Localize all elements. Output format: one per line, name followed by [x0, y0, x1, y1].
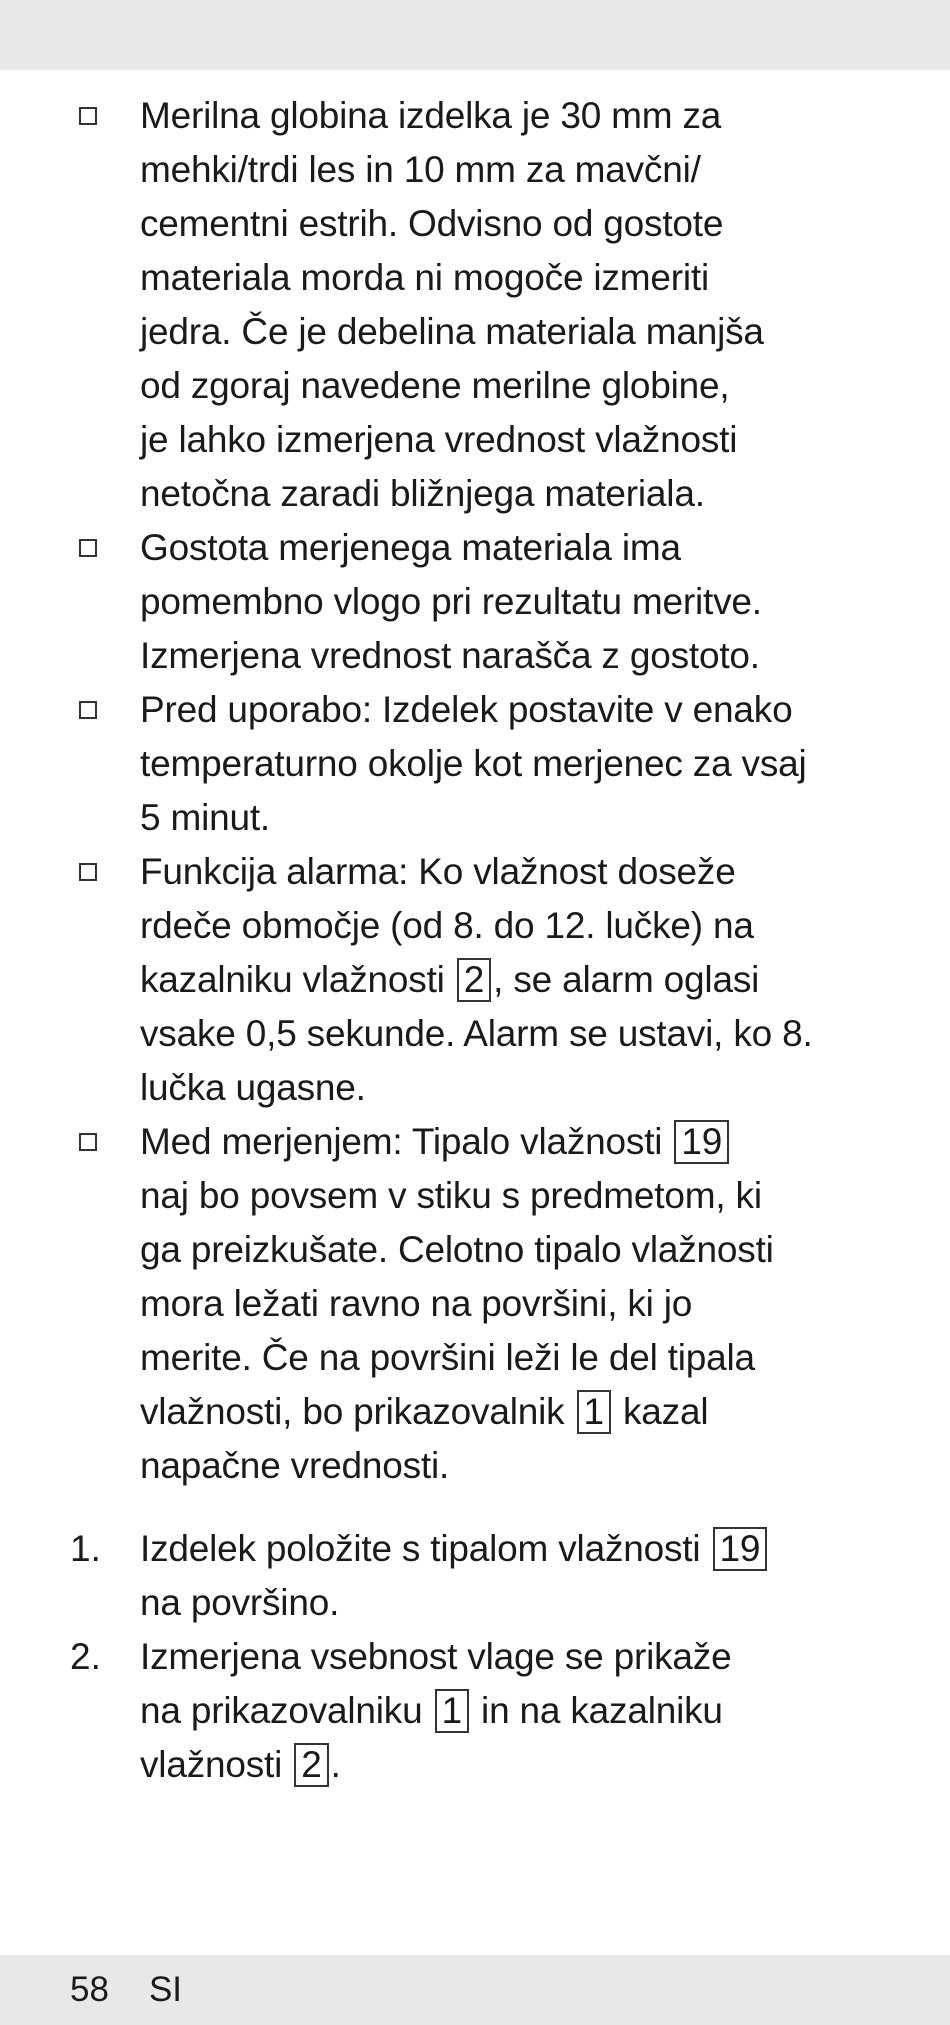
- bullet-1-line: mehki/trdi les in 10 mm za mavčni/: [140, 149, 701, 190]
- language-code: SI: [148, 1970, 183, 2009]
- bullet-4-line: rdeče območje (od 8. do 12. lučke) na: [140, 905, 754, 946]
- bullet-1-line: od zgoraj navedene merilne globine,: [140, 365, 730, 406]
- bullet-3-line: Pred uporabo: Izdelek postavite v enako: [140, 689, 793, 730]
- text-segment: na prikazovalniku: [140, 1690, 433, 1731]
- bullet-5-line: [140, 1115, 731, 1169]
- bullet-4-line: lučka ugasne.: [140, 1067, 366, 1108]
- bullet-checkbox-icon: [79, 539, 97, 557]
- bullet-1-line: cementni estrih. Odvisno od gostote: [140, 203, 724, 244]
- text-segment: kazalniku vlažnosti: [140, 959, 455, 1000]
- step-1-line: [140, 1522, 769, 1576]
- bullet-3-line: temperaturno okolje kot merjenec za vsaj: [140, 743, 807, 784]
- reference-number-box: 19: [713, 1527, 768, 1571]
- text-segment: in na kazalniku: [470, 1690, 723, 1731]
- step-2-line: [140, 1684, 723, 1738]
- text-segment: kazal: [612, 1391, 709, 1432]
- bullet-2-line: pomembno vlogo pri rezultatu meritve.: [140, 581, 762, 622]
- reference-number-box: 19: [674, 1120, 729, 1164]
- bullet-2-line: Izmerjena vrednost narašča z gostoto.: [140, 635, 760, 676]
- bullet-1-line: je lahko izmerjena vrednost vlažnosti: [140, 419, 738, 460]
- text-segment: , se alarm oglasi: [493, 959, 760, 1000]
- reference-number-box: 1: [435, 1689, 469, 1733]
- text-segment: vlažnosti: [140, 1744, 293, 1785]
- bullet-1-line: materiala morda ni mogoče izmeriti: [140, 257, 709, 298]
- bullet-5-line: napačne vrednosti.: [140, 1445, 450, 1486]
- bullet-5-line: mora ležati ravno na površini, ki jo: [140, 1283, 693, 1324]
- text-segment: Izdelek položite s tipalom vlažnosti: [140, 1528, 711, 1569]
- text-segment: .: [330, 1744, 341, 1785]
- reference-number-box: 1: [577, 1390, 611, 1434]
- step-1-line: na površino.: [140, 1582, 340, 1623]
- bullet-5-line: merite. Če na površini leži le del tipala: [140, 1337, 755, 1378]
- text-segment: vlažnosti, bo prikazovalnik: [140, 1391, 575, 1432]
- bullet-4-line: vsake 0,5 sekunde. Alarm se ustavi, ko 8.: [140, 1013, 813, 1054]
- bullet-5-line: [140, 1385, 708, 1439]
- bullet-5-line: naj bo povsem v stiku s predmetom, ki: [140, 1175, 762, 1216]
- bullet-checkbox-icon: [79, 107, 97, 125]
- step-2-line: Izmerjena vsebnost vlage se prikaže: [140, 1636, 732, 1677]
- step-2-line: [140, 1738, 341, 1792]
- bullet-checkbox-icon: [79, 863, 97, 881]
- bullet-5-line: ga preizkušate. Celotno tipalo vlažnosti: [140, 1229, 774, 1270]
- bullet-1-line: Merilna globina izdelka je 30 mm za: [140, 95, 722, 136]
- page-number: 58: [70, 1970, 109, 2009]
- step-number: 2.: [70, 1636, 101, 1677]
- text-segment: Med merjenjem: Tipalo vlažnosti: [140, 1121, 673, 1162]
- bullet-2-line: Gostota merjenega materiala ima: [140, 527, 681, 568]
- step-number: 1.: [70, 1528, 101, 1569]
- bullet-1-line: netočna zaradi bližnjega materiala.: [140, 473, 705, 514]
- bullet-3-line: 5 minut.: [140, 797, 271, 838]
- reference-number-box: 2: [457, 958, 491, 1002]
- bullet-4-line: [140, 953, 759, 1007]
- header-band: [0, 0, 950, 70]
- bullet-1-line: jedra. Če je debelina materiala manjša: [140, 311, 764, 352]
- bullet-checkbox-icon: [79, 1133, 97, 1151]
- page-footer: [70, 1967, 182, 2013]
- bullet-4-line: Funkcija alarma: Ko vlažnost doseže: [140, 851, 736, 892]
- bullet-checkbox-icon: [79, 701, 97, 719]
- reference-number-box: 2: [294, 1743, 328, 1787]
